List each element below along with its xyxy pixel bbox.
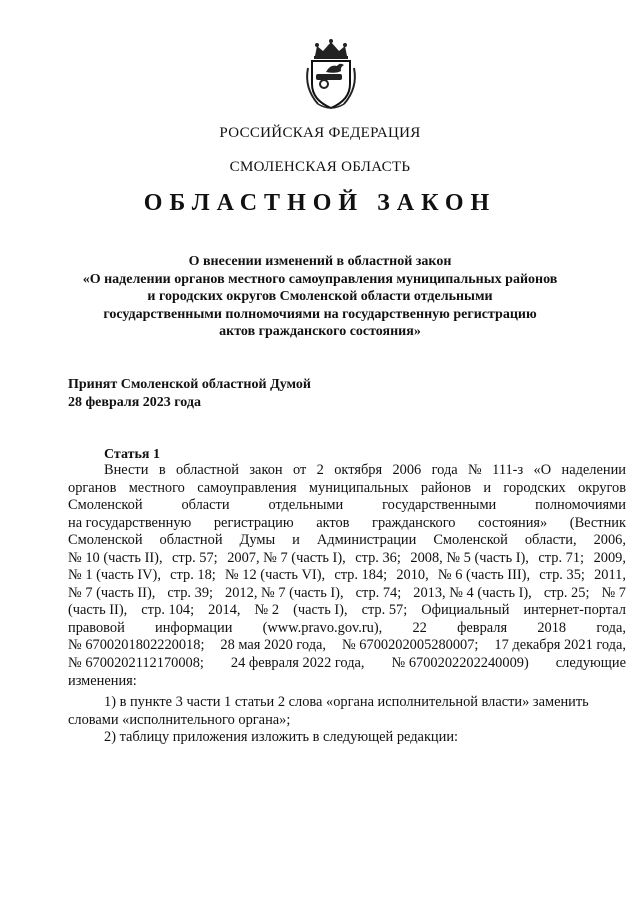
article-word: стр. 25; [543,584,590,601]
article-word: (часть I), [293,602,348,619]
article-word: стр. 184; [334,567,388,584]
article-word: 2007, № 7 (часть I), [227,549,346,566]
article-word: 2012, № 7 (часть I), [225,584,344,601]
article-body-line [68,602,626,620]
article-word: гражданского [372,514,456,531]
article-body-line [68,655,626,673]
law-title-line: государственными полномочиями на государственную регистрацию [103,306,537,322]
article-word: стр. 36; [355,549,401,566]
article-word: закон [249,462,283,478]
article-word: № 6 (часть III), [437,567,531,584]
article-word: области, [524,532,577,549]
article-word: и [292,532,300,549]
article-word: № 1 (часть IV), [68,567,161,584]
law-title [60,253,580,341]
article-body-line [68,620,626,638]
article-word: 28 мая 2020 года, [220,637,327,654]
article-word: № 6700201802220018; [68,637,205,654]
article-word: самоуправления [197,479,297,496]
article-word: 2008, № 5 (часть I), [410,549,529,566]
article-word: № 6700202202240009) [391,655,529,672]
article-word: 2014, [208,602,241,619]
amendment-item: 2) таблицу приложения изложить в следующей редакции: [104,729,459,746]
article-word: регистрацию [213,514,294,531]
article-word: округов [578,479,626,496]
article-word: № 6700202005280007; [341,637,479,654]
article-word: районов [420,479,472,496]
law-title-line: О внесении изменений в областной закон [188,254,452,269]
article-word: Администрации [316,532,417,549]
article-word: городских [503,479,566,496]
article-word: (www.pravo.gov.ru), [262,619,383,636]
article-word: 2006 [392,462,422,478]
article-word: Думы [239,532,276,549]
article-word: и [483,479,492,496]
amendment-item-continuation: словами «исполнительного органа»; [68,711,291,728]
article-word: актов [316,514,350,531]
article-word: № 10 (часть II), [68,549,163,566]
article-word: областной [175,462,239,478]
article-word: муниципальных [308,479,409,496]
article-word: на государственную [68,514,192,531]
adoption-date: 28 февраля 2023 года [68,394,201,410]
article-word: стр. 39; [167,584,214,601]
article-body-line [68,462,626,480]
article-word: области [181,497,230,514]
article-word: Смоленской [68,497,143,514]
article-word: наделении [561,462,626,478]
article-word: отдельными [268,497,344,514]
article-word: Внести [104,462,149,478]
article-word: правовой [68,619,125,636]
law-title-line: «О наделении органов местного самоуправления муниципальных районов [82,271,558,287]
article-body-line [68,637,626,655]
article-word: стр. 104; [141,602,195,619]
amendment-items [68,694,626,747]
article-body-line: изменения: [68,672,137,689]
amendment-item: 1) в пункте 3 части 1 статьи 2 слова «органа исполнительной власти» заменить [104,694,589,710]
article-word: № 7 [601,584,626,601]
smolensk-coat-of-arms-icon [300,38,362,112]
article-word: 22 [412,619,427,636]
adoption-body: Принят Смоленской областной Думой [68,377,311,392]
article-word: 2009, [593,549,626,566]
article-word: стр. 18; [170,567,216,584]
law-title-line: и городских округов Смоленской области отдельными [147,289,493,304]
article-body-line [68,480,626,498]
article-word: стр. 57; [172,549,218,566]
country-heading: РОССИЙСКАЯ ФЕДЕРАЦИЯ [219,125,421,141]
article-word: № 12 (часть VI), [224,567,326,584]
region-heading: СМОЛЕНСКАЯ ОБЛАСТЬ [229,159,411,175]
article-word: года [431,462,458,478]
article-body [68,462,626,690]
article-word: стр. 35; [539,567,585,584]
article-word: № 2 [254,602,280,619]
article-word: «О [533,462,552,478]
article-word: государственными [382,497,497,514]
document-type-heading: ОБЛАСТНОЙ ЗАКОН [143,190,497,216]
article-word: стр. 71; [538,549,585,566]
article-word: информации [155,619,233,636]
article-word: 2006, [593,532,626,549]
law-title-line: актов гражданского состояния» [219,324,421,339]
article-body-line [68,532,626,550]
article-heading: Статья 1 [104,447,160,462]
article-word: 2018 [537,619,567,636]
article-word: 2011, [594,567,626,584]
article-word: (часть II), [68,602,128,619]
article-word: полномочиями [535,497,626,514]
article-word: февраля [457,619,508,636]
article-word: органов [68,479,117,496]
article-body-line [68,497,626,515]
article-body-line [68,585,626,603]
article-word: октября [334,462,383,478]
article-word: интернет-портал [523,602,626,619]
article-word: местного [128,479,185,496]
article-word: 2010, [396,567,429,584]
article-word: года, [596,619,626,636]
article-word: следующие [555,655,626,672]
article-word: 2013, № 4 (часть I), [413,584,532,601]
article-word: 24 февраля 2022 года, [230,655,365,672]
article-word: Смоленской [68,532,143,549]
article-word: стр. 57; [361,602,408,619]
adoption-info [68,376,311,411]
article-word: 111-з [492,462,524,478]
article-word: (Вестник [569,514,626,531]
article-word: от [292,462,307,478]
article-word: Официальный [421,602,510,619]
article-word: 2 [316,462,324,478]
article-word: состояния» [478,514,548,531]
article-word: в [158,462,166,478]
article-word: № [468,462,482,478]
article-word: № 6700202112170008; [68,655,204,672]
article-body-line [68,515,626,533]
article-word: областной [159,532,223,549]
article-body-line [68,567,626,585]
article-word: Смоленской [433,532,508,549]
article-body-line [68,550,626,568]
article-word: стр. 74; [355,584,402,601]
article-word: 17 декабря 2021 года, [494,637,626,654]
article-word: № 7 (часть II), [68,584,156,601]
